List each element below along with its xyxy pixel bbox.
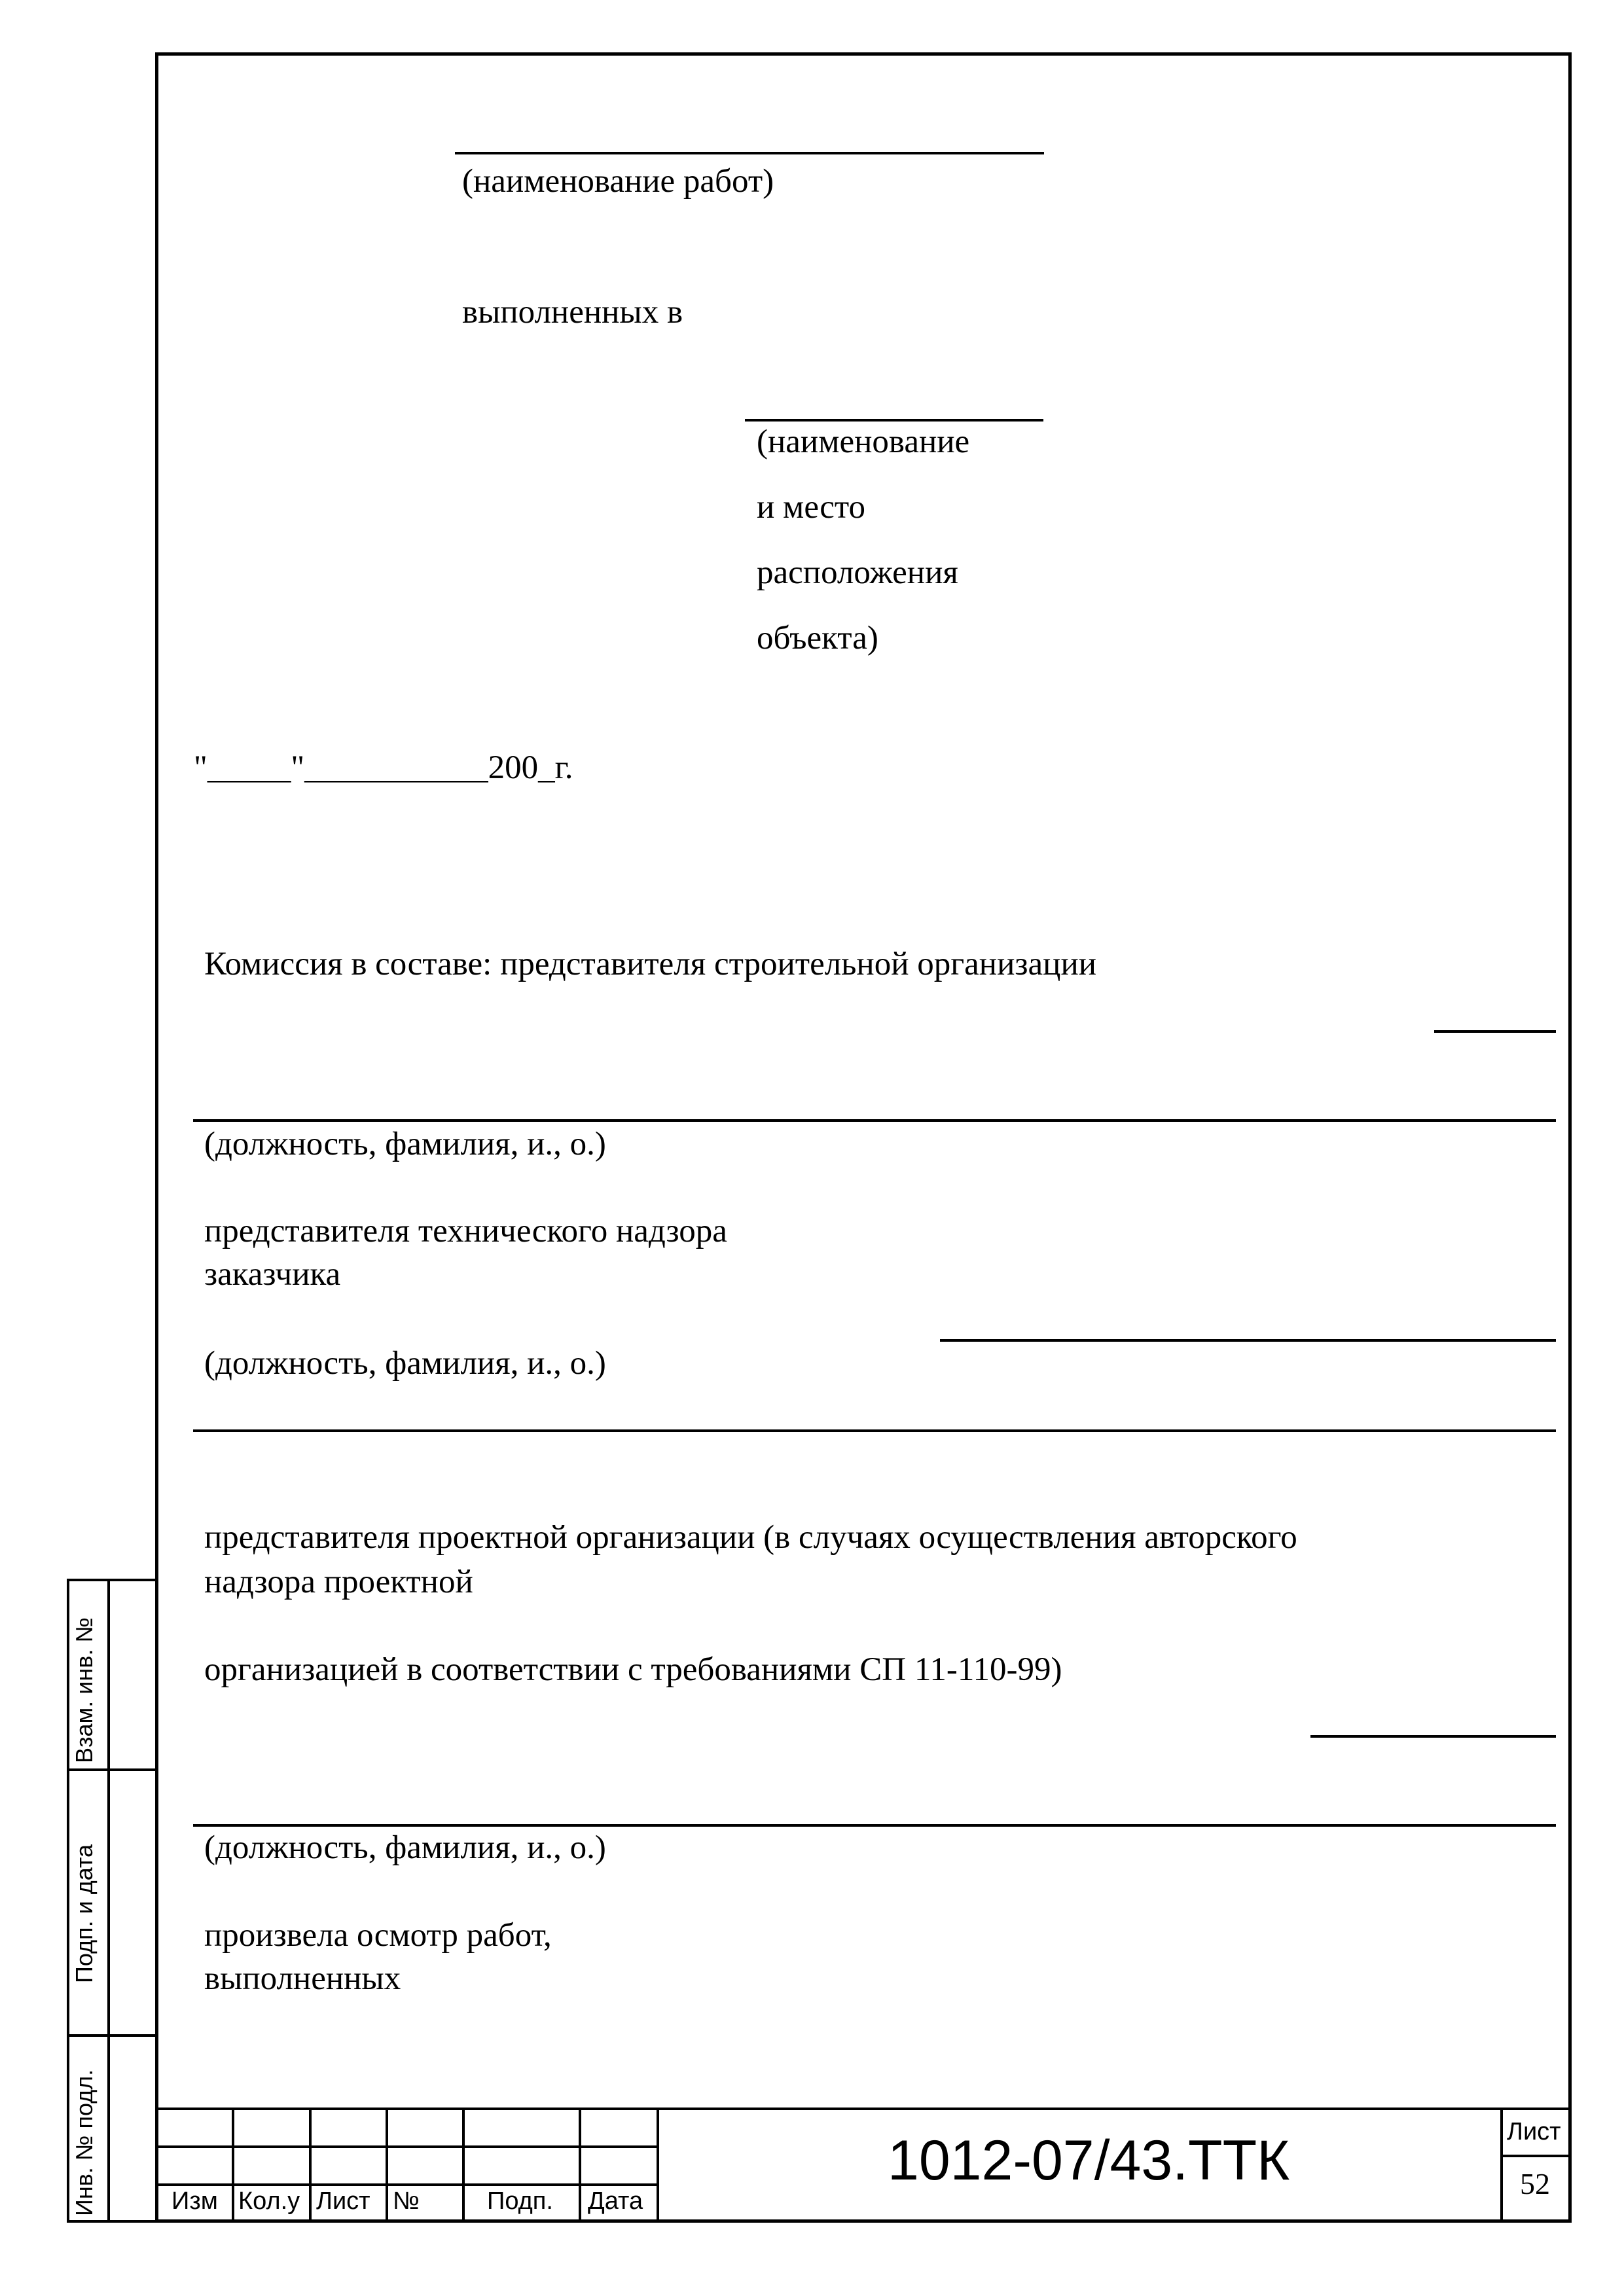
title-block-top-line — [155, 2108, 1572, 2110]
design-org-fill-line-full — [193, 1824, 1556, 1827]
date-field: "_____"___________200_г. — [194, 749, 573, 786]
column-header-number: № — [393, 2187, 420, 2215]
title-block-col-2 — [309, 2108, 312, 2223]
object-caption-line-4: объекта) — [757, 620, 878, 656]
title-block-col-3 — [386, 2108, 388, 2223]
column-header-date: Дата — [588, 2187, 643, 2215]
position-caption-1: (должность, фамилия, и., о.) — [204, 1126, 606, 1162]
design-org-fill-line-short — [1310, 1735, 1556, 1738]
column-header-quantity: Кол.у — [238, 2187, 300, 2215]
column-header-change: Изм — [171, 2187, 218, 2215]
tech-supervision-line-2: заказчика — [204, 1256, 341, 1293]
sheet-label: Лист — [1507, 2118, 1561, 2145]
title-block-col-1 — [232, 2108, 234, 2223]
performed-in-label: выполненных в — [462, 294, 683, 331]
object-caption-line-2: и место — [757, 489, 865, 526]
side-stamp-divider — [107, 1579, 110, 2223]
title-block-col-4 — [462, 2108, 465, 2223]
column-header-signature: Подп. — [487, 2187, 553, 2215]
column-header-sheet: Лист — [316, 2187, 370, 2215]
position-caption-2: (должность, фамилия, и., о.) — [204, 1345, 606, 1382]
tech-supervision-full-line — [193, 1429, 1556, 1432]
side-label-replacement-inv: Взам. инв. № — [71, 1617, 98, 1763]
title-block-col-6 — [657, 2108, 659, 2223]
side-stamp-row-divider-1 — [67, 1768, 158, 1771]
commission-fill-line-short — [1434, 1030, 1556, 1033]
works-name-caption: (наименование работ) — [462, 163, 774, 200]
object-caption-line-1: (наименование — [757, 423, 970, 460]
commission-intro: Комиссия в составе: представителя строительной организации — [204, 946, 1097, 982]
title-block-mid-line — [155, 2145, 659, 2148]
inspection-line-1: произвела осмотр работ, — [204, 1917, 552, 1954]
works-name-line — [455, 152, 1044, 154]
document-code: 1012-07/43.ТТК — [888, 2129, 1290, 2192]
design-org-line-3: организацией в соответствии с требованиями СП 11-110-99) — [204, 1651, 1062, 1688]
side-stamp-row-divider-2 — [67, 2034, 158, 2037]
position-caption-3: (должность, фамилия, и., о.) — [204, 1829, 606, 1866]
design-org-line-2: надзора проектной — [204, 1564, 473, 1600]
side-label-signature-date: Подп. и дата — [71, 1844, 98, 1983]
inspection-line-2: выполненных — [204, 1960, 401, 1997]
tech-supervision-fill-line — [940, 1339, 1556, 1342]
title-block-sheet-divider — [1500, 2155, 1572, 2157]
object-caption-line-3: расположения — [757, 554, 958, 591]
sheet-number: 52 — [1520, 2167, 1550, 2200]
title-block-col-5 — [579, 2108, 581, 2223]
design-org-line-1: представителя проектной организации (в случаях осуществления авторского — [204, 1519, 1297, 1556]
tech-supervision-line-1: представителя технического надзора — [204, 1213, 727, 1249]
title-block-sheet-col — [1500, 2108, 1503, 2223]
commission-fill-line-full — [193, 1119, 1556, 1122]
side-label-original-inv: Инв. № подл. — [71, 2069, 98, 2216]
title-block-header-line — [155, 2183, 659, 2186]
